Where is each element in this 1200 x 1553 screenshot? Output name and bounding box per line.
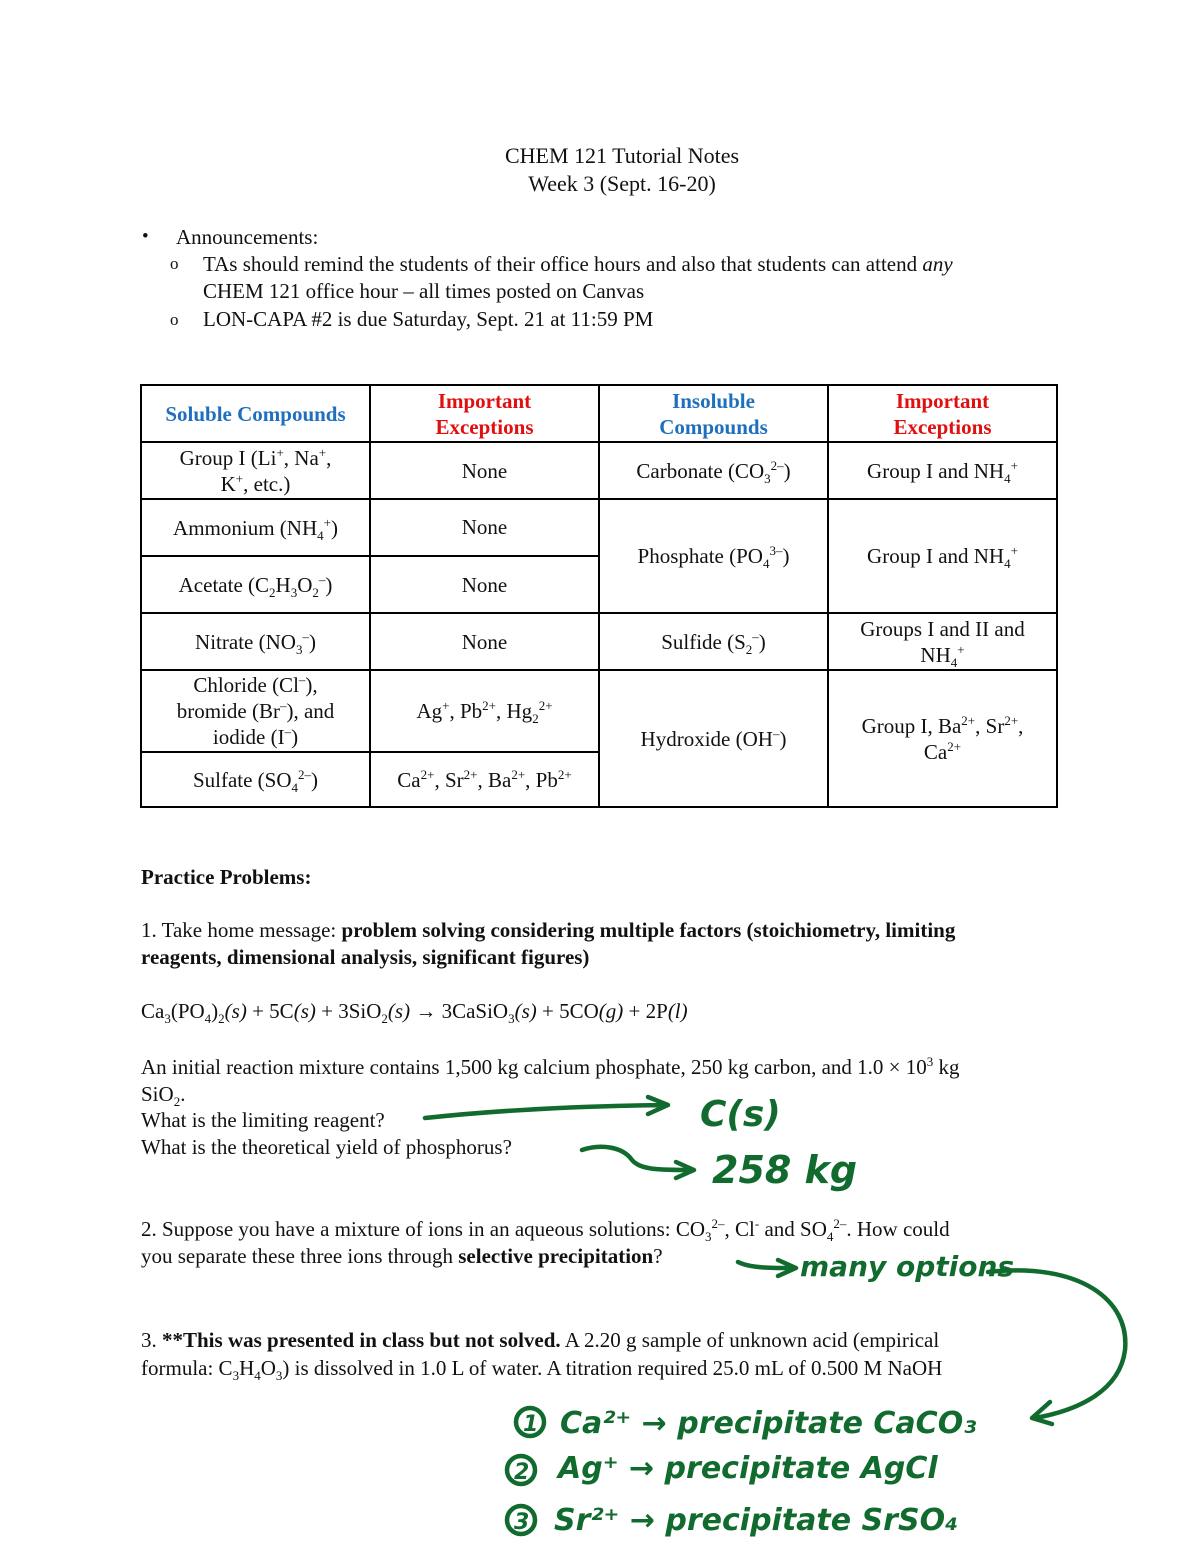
problem-1-question-1: What is the limiting reagent? <box>141 1108 385 1132</box>
insoluble-hydroxide: Hydroxide (OH–) <box>599 670 828 807</box>
circle-bullet-icon: o <box>170 310 179 329</box>
soluble-acetate: Acetate $(C_2H_3O_2^-)$ <box>141 556 370 613</box>
soluble-sulfate: Sulfate $(SO_4^{2-})$ <box>141 752 370 807</box>
problem-1-lead: Take home message: <box>161 918 342 942</box>
soluble-group-1: Group I (Li+, Na+, K+, etc.) <box>141 442 370 499</box>
soluble-exception: None <box>370 613 599 670</box>
problem-1-mixture-1: An initial reaction mixture contains 1,500 kg calcium phosphate, 250 kg carbon, and $1.0 \times 10^3$ kg <box>141 1054 960 1079</box>
answer-limiting-reagent: C(s) <box>700 1094 781 1135</box>
step-1-number: 1 <box>523 1412 539 1437</box>
header-exceptions-insoluble: Important Exceptions <box>828 385 1057 442</box>
step-3-text: Sr²⁺ → precipitate SrSO₄ <box>554 1503 959 1538</box>
soluble-exception: None <box>370 442 599 499</box>
insoluble-exception: Group I, $Ba^{2+}$, $Sr^{2+}$, $Ca^{2+}$ <box>828 670 1057 807</box>
arrow-1 <box>425 1097 668 1118</box>
answer-yield: 258 kg <box>712 1148 858 1192</box>
step-2-number: 2 <box>514 1460 530 1485</box>
announcement-1-text: TAs should remind the students of their office hours and also that students can attend <box>203 252 923 276</box>
circle-bullet-icon: o <box>170 254 179 273</box>
soluble-halides: Chloride (Cl–), bromide (Br–), and iodide (I–) <box>141 670 370 752</box>
step-3-number: 3 <box>514 1510 530 1535</box>
soluble-exception: Ag+, $Pb^{2+}$, $Hg_2^{2+}$ <box>370 670 599 752</box>
problem-1-equation: $Ca_3(PO_4)_2(s) + 5C(s) + 3SiO_2(s)$ → 3CaSiO$_3$(s) + 5CO(g) + 2P(l) <box>141 999 688 1027</box>
announcements-label: Announcements: <box>176 225 319 249</box>
announcement-item-1-cont: CHEM 121 office hour – all times posted on Canvas <box>203 279 645 303</box>
soluble-exception: $Ca^{2+}$, $Sr^{2+}$, $Ba^{2+}$, $Pb^{2+}$ <box>370 752 599 807</box>
step-1-text: Ca²⁺ → precipitate CaCO₃ <box>560 1406 977 1441</box>
problem-1-bold-1: problem solving considering multiple factors (stoichiometry, limiting <box>341 918 956 942</box>
arrow-4 <box>988 1270 1125 1424</box>
insoluble-exception: Groups I and II and $NH_4^+$ <box>828 613 1057 670</box>
insoluble-carbonate: Carbonate $(CO_3^{2-})$ <box>599 442 828 499</box>
problem-1-number: 1. <box>141 918 157 942</box>
header-insoluble: Insoluble Compounds <box>599 385 828 442</box>
problem-3-rest: A 2.20 g sample of unknown acid (empirical <box>560 1328 940 1352</box>
announcement-item-2: LON-CAPA #2 is due Saturday, Sept. 21 at 11:59 PM <box>203 307 654 331</box>
announcement-1-emphasis: any <box>922 252 953 276</box>
insoluble-sulfide: Sulfide $(S_2^-)$ <box>599 613 828 670</box>
problem-2-end: ? <box>653 1244 663 1268</box>
problem-2-line-1: 2. Suppose you have a mixture of ions in an aqueous solutions: $CO_3^{2-}$, Cl- and $SO_4^{2-}$. How could <box>141 1216 950 1245</box>
insoluble-exception: Group I and $NH_4^+$ <box>828 442 1057 499</box>
soluble-exception: None <box>370 499 599 556</box>
soluble-nitrate: Nitrate $(NO_3^-)$ <box>141 613 370 670</box>
step-2-text: Ag⁺ → precipitate AgCl <box>558 1451 938 1486</box>
page-title: CHEM 121 Tutorial Notes <box>504 143 740 168</box>
problem-1-bold-2: reagents, dimensional analysis, significant figures) <box>141 945 590 969</box>
soluble-ammonium: Ammonium $(NH_4^+)$ <box>141 499 370 556</box>
problem-3-bold: **This was presented in class but not solved. <box>162 1328 561 1352</box>
header-exceptions-soluble: Important Exceptions <box>370 385 599 442</box>
problem-3-line-2: formula: $C_3H_4O_3$) is dissolved in 1.0 L of water. A titration required 25.0 mL of 0.500 M NaOH <box>141 1356 943 1384</box>
problem-2-number: 2. <box>141 1217 157 1241</box>
arrow-2 <box>582 1147 694 1178</box>
note-many-options: many options <box>800 1250 1015 1283</box>
problem-2-bold: selective precipitation <box>458 1244 654 1268</box>
problem-3-number: 3. <box>141 1328 157 1352</box>
problem-1-mixture-2: SiO$_2$. <box>141 1082 186 1110</box>
insoluble-exception: Group I and $NH_4^+$ <box>828 499 1057 613</box>
bullet-icon: • <box>142 226 149 247</box>
practice-heading: Practice Problems: <box>141 865 312 889</box>
problem-2-text: you separate these three ions through <box>141 1244 459 1268</box>
insoluble-phosphate: Phosphate $(PO_4^{3-})$ <box>599 499 828 613</box>
page-subtitle: Week 3 (Sept. 16-20) <box>528 171 716 196</box>
problem-1-question-2: What is the theoretical yield of phosphorus? <box>141 1135 512 1159</box>
arrow-3 <box>738 1260 796 1276</box>
soluble-exception: None <box>370 556 599 613</box>
header-soluble: Soluble Compounds <box>141 385 370 442</box>
